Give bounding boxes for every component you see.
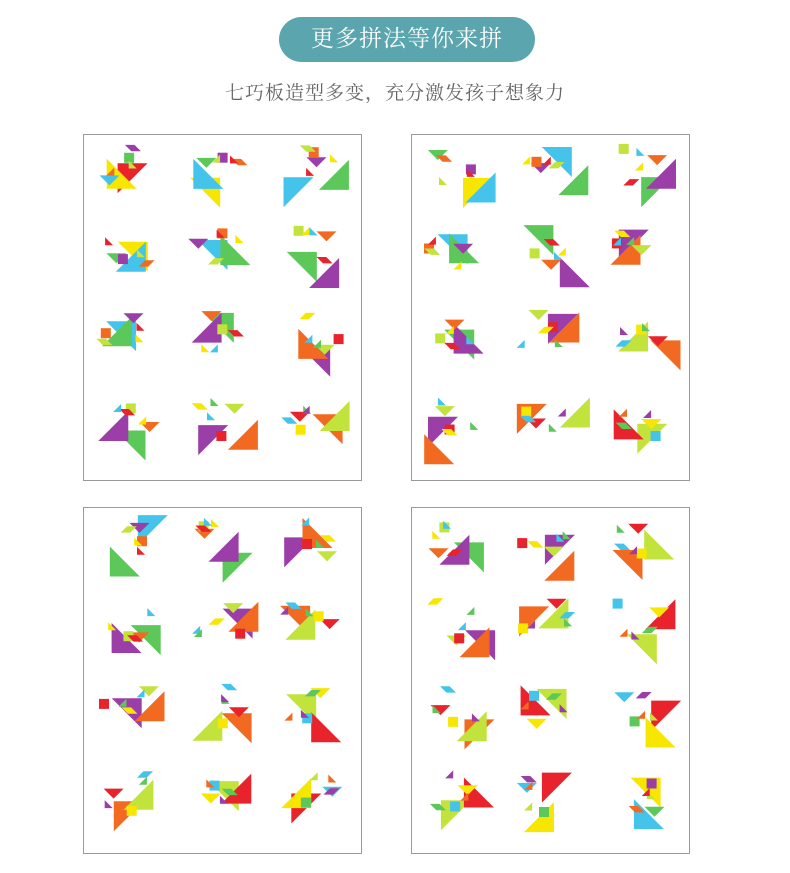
tangram-piece: [105, 800, 113, 808]
tangram-piece: [137, 323, 145, 331]
tangram-piece: [445, 770, 453, 778]
tangram-figure: [281, 401, 349, 444]
tangram-piece: [517, 340, 525, 348]
tangram-figure: [430, 770, 494, 830]
tangram-piece: [441, 429, 457, 435]
tangram-piece: [527, 719, 547, 729]
tangram-piece: [147, 608, 155, 616]
tangram-piece: [644, 530, 674, 560]
tangram-piece: [432, 531, 440, 539]
tangram-piece: [98, 411, 128, 441]
tangram-piece: [427, 598, 443, 604]
tangram-piece: [518, 623, 528, 633]
tangram-piece: [517, 538, 527, 548]
tangram-piece: [620, 629, 628, 637]
tangram-piece: [613, 599, 623, 609]
tangram-figure: [190, 153, 247, 208]
tangram-piece: [281, 417, 297, 423]
tangram-piece: [306, 168, 314, 176]
tangram-piece: [298, 329, 328, 359]
tangram-figure: [104, 771, 154, 831]
tangram-piece: [110, 547, 140, 577]
tangram-figure: [611, 230, 652, 265]
tangram-figure: [517, 773, 572, 833]
tangram-piece: [313, 340, 321, 348]
tangram-piece: [204, 518, 212, 526]
tangram-piece: [302, 539, 312, 549]
tangram-piece: [457, 711, 487, 741]
tangram-piece: [314, 611, 324, 621]
tangram-piece: [317, 551, 337, 561]
tangram-piece: [287, 252, 317, 282]
tangram-piece: [450, 802, 460, 812]
tangram-figure: [188, 228, 250, 270]
tangram-figure: [280, 603, 340, 640]
tangram-figures-2: [412, 135, 689, 480]
tangram-figure: [100, 145, 148, 193]
tangram-figure: [629, 778, 665, 830]
tangram-piece: [524, 803, 532, 811]
tangram-figure: [424, 398, 478, 465]
tangram-piece: [235, 629, 245, 639]
tangram-piece: [284, 177, 314, 207]
tangram-piece: [458, 622, 466, 630]
tangram-piece: [614, 692, 634, 702]
tangram-piece: [529, 310, 549, 320]
tangram-piece: [317, 257, 333, 263]
tangram-piece: [113, 404, 121, 412]
tangram-piece: [99, 699, 109, 709]
tangram-piece: [532, 157, 542, 167]
tangram-figure: [613, 599, 676, 665]
tangram-piece: [221, 684, 237, 690]
tangram-figure: [427, 598, 495, 660]
tangram-piece: [549, 424, 557, 432]
tangram-piece: [207, 412, 215, 420]
tangram-figure: [284, 145, 349, 207]
tangram-piece: [138, 417, 146, 425]
tangram-piece: [542, 773, 572, 803]
tangram-piece: [210, 344, 218, 352]
tangram-piece: [619, 144, 629, 154]
tangram-piece: [330, 154, 338, 162]
tangram-piece: [651, 340, 681, 370]
tangram-piece: [310, 772, 318, 780]
tangram-piece: [294, 226, 304, 236]
tangram-piece: [651, 701, 681, 731]
tangram-panel-4: [411, 507, 690, 854]
tangram-piece: [211, 519, 219, 527]
tangram-figure: [613, 524, 675, 580]
tangram-figure: [108, 608, 161, 655]
tangram-piece: [299, 313, 315, 319]
tangram-piece: [284, 713, 292, 721]
tangram-piece: [192, 313, 222, 343]
tangram-figures-3: [84, 508, 361, 853]
tangram-figures-4: [412, 508, 689, 853]
tangram-piece: [228, 420, 258, 450]
tangram-panel-1: [83, 134, 362, 481]
tangram-piece: [620, 327, 628, 335]
tangram-figure: [614, 692, 681, 748]
tangram-piece: [651, 431, 661, 441]
tangram-piece: [217, 324, 227, 334]
tangram-piece: [454, 633, 464, 643]
tangram-piece: [201, 794, 221, 804]
tangram-figure: [192, 398, 258, 455]
section-title-pill: [279, 17, 535, 62]
tangram-piece: [646, 718, 676, 748]
tangram-piece: [635, 163, 643, 171]
tangram-piece: [440, 686, 456, 692]
tangram-piece: [137, 771, 153, 777]
tangram-piece: [445, 320, 465, 330]
tangram-figure: [284, 518, 337, 568]
tangram-figure: [105, 237, 155, 271]
tangram-piece: [560, 257, 590, 287]
tangram-piece: [521, 407, 531, 417]
tangram-piece: [137, 689, 145, 697]
tangram-piece: [121, 526, 137, 532]
tangram-piece: [235, 235, 243, 243]
tangram-piece: [201, 344, 209, 352]
tangram-piece: [647, 779, 657, 789]
tangram-piece: [136, 334, 144, 342]
tangram-figure: [518, 598, 575, 636]
tangram-figure: [429, 521, 484, 573]
tangram-piece: [112, 698, 142, 728]
tangram-piece: [118, 254, 128, 264]
tangram-piece: [472, 713, 480, 721]
tangram-figure: [616, 322, 681, 371]
tangram-figure: [110, 515, 168, 576]
tangram-piece: [558, 248, 566, 256]
tangram-piece: [627, 634, 657, 664]
tangram-piece: [643, 410, 651, 418]
tangram-piece: [137, 547, 145, 555]
tangram-piece: [127, 806, 137, 816]
tangram-piece: [301, 518, 309, 526]
tangram-figure: [517, 310, 580, 348]
tangram-piece: [307, 157, 327, 167]
tangram-piece: [209, 532, 239, 562]
tangram-piece: [558, 409, 566, 417]
tangram-figure: [517, 398, 590, 434]
tangram-piece: [642, 627, 658, 633]
tangram-piece: [539, 807, 549, 817]
tangram-piece: [541, 260, 561, 270]
tangram-piece: [221, 694, 229, 702]
tangram-figure: [284, 688, 341, 742]
tangram-figure: [619, 144, 676, 207]
tangram-piece: [101, 328, 111, 338]
tangram-piece: [438, 398, 446, 406]
tangram-piece: [139, 777, 147, 785]
tangram-piece: [192, 403, 208, 409]
tangram-piece: [216, 431, 226, 441]
section-subtitle: 七巧板造型多变，充分激发孩子想象力: [224, 82, 565, 104]
tangram-piece: [108, 622, 116, 630]
tangram-figure: [431, 686, 495, 749]
tangram-panel-2: [411, 134, 690, 481]
tangram-piece: [617, 525, 625, 533]
tangram-piece: [443, 521, 451, 529]
tangram-figure: [195, 518, 253, 583]
tangram-figure: [523, 225, 589, 287]
tangram-figure: [521, 685, 568, 728]
tangram-figure: [424, 233, 479, 269]
tangram-piece: [104, 789, 124, 799]
tangram-piece: [470, 422, 478, 430]
tangram-piece: [328, 775, 336, 783]
tangram-piece: [623, 179, 639, 185]
tangram-piece: [439, 177, 447, 185]
tangram-piece: [527, 541, 543, 547]
tangram-piece: [521, 776, 537, 782]
tangram-figure: [192, 684, 251, 743]
tangram-piece: [530, 248, 540, 258]
tangram-figure: [517, 531, 575, 580]
tangram-figure: [192, 602, 258, 639]
tangram-piece: [209, 618, 225, 624]
tangram-figure: [435, 320, 483, 360]
tangram-figure: [428, 150, 496, 208]
tangram-piece: [558, 165, 588, 195]
tangram-figure: [98, 403, 159, 460]
tangram-figure: [201, 774, 252, 812]
tangram-piece: [429, 548, 449, 558]
tangram-piece: [522, 156, 530, 164]
tangram-figure: [287, 226, 339, 288]
tangram-piece: [218, 718, 228, 728]
tangram-piece: [448, 717, 458, 727]
tangram-piece: [123, 780, 153, 810]
tangram-piece: [435, 406, 455, 416]
tangram-piece: [296, 425, 306, 435]
tangram-piece: [225, 404, 245, 414]
tangram-piece: [125, 145, 141, 151]
tangram-piece: [310, 227, 318, 235]
tangram-piece: [428, 237, 436, 245]
tangram-piece: [211, 398, 219, 406]
tangram-piece: [529, 691, 539, 701]
tangram-piece: [636, 692, 652, 698]
tangram-piece: [334, 334, 344, 344]
tangram-piece: [466, 607, 474, 615]
tangram-piece: [317, 231, 337, 241]
tangram-figures-1: [84, 135, 361, 480]
tangram-piece: [636, 148, 644, 156]
tangram-piece: [646, 159, 676, 189]
tangram-piece: [647, 155, 667, 165]
section-title: 更多拼法等你来拼: [311, 26, 503, 52]
tangram-piece: [619, 409, 627, 417]
tangram-piece: [105, 237, 113, 245]
tangram-piece: [302, 406, 310, 414]
tangram-figure: [522, 147, 588, 195]
tangram-figure: [298, 313, 343, 377]
tangram-piece: [301, 798, 311, 808]
tangram-figure: [96, 313, 144, 351]
tangram-figure: [614, 409, 668, 454]
tangram-piece: [614, 544, 630, 550]
tangram-panel-3: [83, 507, 362, 854]
tangram-piece: [319, 160, 349, 190]
tangram-piece: [637, 549, 647, 559]
tangram-figure: [99, 686, 165, 728]
tangram-piece: [543, 157, 551, 165]
tangram-figure: [281, 772, 342, 823]
tangram-piece: [435, 333, 445, 343]
tangram-figure: [192, 311, 244, 352]
